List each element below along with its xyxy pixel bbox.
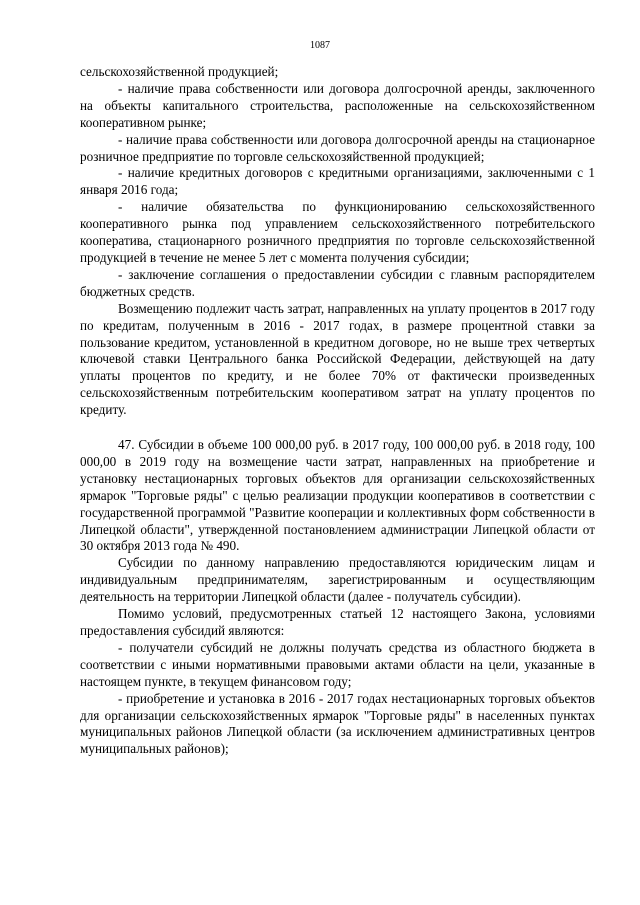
paragraph-continuation: сельскохозяйственной продукцией;: [80, 64, 279, 79]
list-item-credit-agreements: - наличие кредитных договоров с кредитными организациями, заключенными с 1 января 2016 года;: [80, 165, 595, 198]
paragraph-conditions-intro: Помимо условий, предусмотренных статьей 12 настоящего Закона, условиями предоставления субсидий являются:: [80, 606, 595, 638]
list-item-ownership-retail: - наличие права собственности или договора долгосрочной аренды на стационарное розничное предприятие по торговле сельскохозяйственной продукцией;: [80, 131, 595, 164]
list-item-no-other-funds: - получатели субсидий не должны получать средства из областного бюджета в соответствии с иными нормативными правовыми актами области на цели, указанные в настоящем пункте, в текущем финансовом году;: [80, 639, 595, 689]
document-body: [80, 64, 595, 758]
list-item-acquisition: - приобретение и установка в 2016 - 2017 годах нестационарных торговых объектов для организации сельскохозяйственных ярмарок "Торговые ряды" в населенных пунктах муниципальных районов Липецкой области (за исключением административных центров муниципальных районов);: [80, 690, 595, 757]
list-item-ownership-market: - наличие права собственности или договора долгосрочной аренды, заключенного на объекты капитального строительства, расположенные на сельскохозяйственном кооперативном рынке;: [80, 80, 595, 130]
page-number: 1087: [310, 40, 330, 51]
paragraph-reimbursement: Возмещению подлежит часть затрат, направленных на уплату процентов в 2017 году по кредитам, полученным в 2016 - 2017 годах, в размере процентной ставки за пользование кредитом, установленной в кредитном договоре, но не выше трех четвертых ключевой ставки Центрального банка Российской Федерации, действующей на дату уплаты процентов по кредиту, и не более 70% от фактически произведенных сельскохозяйственным потребительским кооперативом затрат на уплату процентов по кредиту.: [80, 300, 595, 418]
paragraph-section-47: 47. Субсидии в объеме 100 000,00 руб. в 2017 году, 100 000,00 руб. в 2018 году, 100 000,00 в 2019 году на возмещение части затрат, направленных на приобретение и установку нестационарных торговых объектов для организации сельскохозяйственных ярмарок "Торговые ряды" с целью реализации продукции кооперативов в соответствии с государственной программой "Развитие кооперации и коллективных форм собственности в Липецкой области", утвержденной постановлением администрации Липецкой области от 30 октября 2013 года № 490.: [80, 437, 595, 554]
paragraph-recipients: Субсидии по данному направлению предоставляются юридическим лицам и индивидуальным предпринимателям, зарегистрированным и осуществляющим деятельность на территории Липецкой области (далее - получатель субсидии).: [80, 555, 595, 605]
list-item-agreement: - заключение соглашения о предоставлении субсидии с главным распорядителем бюджетных средств.: [80, 266, 595, 299]
list-item-obligation: - наличие обязательства по функционированию сельскохозяйственного кооперативного рынка под управлением сельскохозяйственного потребительского кооператива, стационарного розничного предприятия по торговле сельскохозяйственной продукцией в течение не менее 5 лет с момента получения субсидии;: [80, 199, 595, 265]
paragraph-gap: [80, 419, 595, 437]
